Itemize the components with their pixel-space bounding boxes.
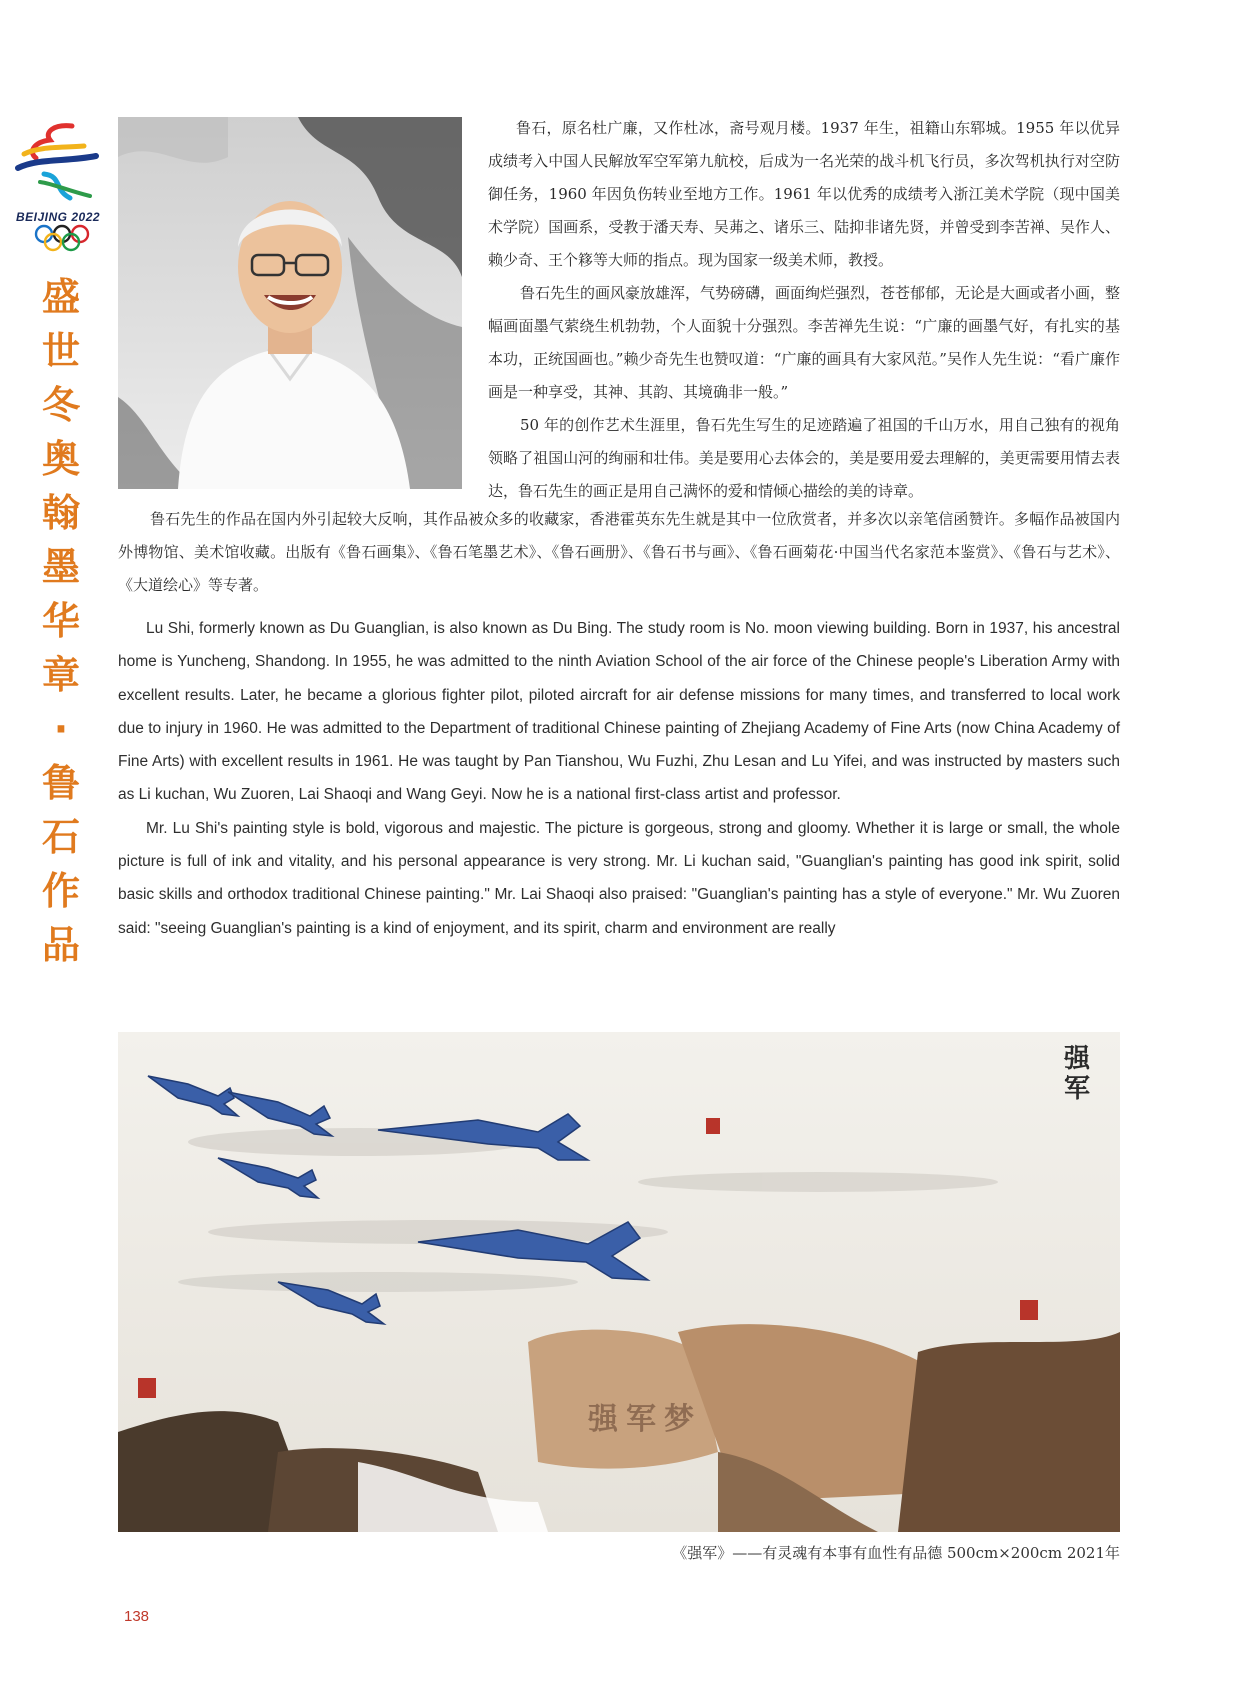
english-paragraph-2: Mr. Lu Shi's painting style is bold, vigorous and majestic. The picture is gorgeous, strong and gloomy. Whether it is large or small, the whole picture is full of ink and vitality, and his personal appearance is very strong. Mr. Li kuchan said, "Guanglian's painting has good ink spirit, solid basic skills and orthodox traditional Chinese painting." Mr. Lai Shaoqi also praised: "Guanglian's painting has a style of everyone." Mr. Wu Zuoren said: "seeing Guanglian's painting is a kind of enjoyment, and its spirit, charm and environment are really [118,819,1120,937]
english-text [118,612,1120,945]
intro-paragraph-3: 50 年的创作艺术生涯里，鲁石先生写生的足迹踏遍了祖国的千山万水，用自己独有的视角领略了祖国山河的绚丽和壮伟。美是要用心去体会的，美是要用爱去理解的，美更需要用情去表达，鲁石先生的画正是用自己满怀的爱和情倾心描绘的美的诗章。 [488,416,1120,500]
sidebar-vertical-title: 盛世冬奥翰墨华章·鲁石作品 [41,275,80,967]
beijing-2022-label: BEIJING 2022 [16,210,101,224]
intro-paragraph-1: 鲁石，原名杜广廉，又作杜冰，斋号观月楼。1937 年生，祖籍山东郓城。1955 年以优异成绩考入中国人民解放军空军第九航校，后成为一名光荣的战斗机飞行员，多次驾机执行对空防御任务，1960 年因负伤转业至地方工作。1961 年以优秀的成绩考入浙江美术学院（现中国美术学院）国画系，受教于潘天寿、吴茀之、诸乐三、陆抑非诸先贤，并曾受到李苦禅、吴作人、赖少奇、王个簃等大师的指点。现为国家一级美术师，教授。 [488,119,1120,269]
painting-caption: 《强军》——有灵魂有本事有血性有品德 500cm×200cm 2021年 [672,1544,1120,1562]
painting-title-inscription: 强军 [1064,1044,1091,1104]
intro-paragraph-4: 鲁石先生的作品在国内外引起较大反响，其作品被众多的收藏家，香港霍英东先生就是其中一位欣赏者，并多次以亲笔信函赞许。多幅作品被国内外博物馆、美术馆收藏。出版有《鲁石画集》、《鲁石笔墨艺术》、《鲁石画册》、《鲁石书与画》、《鲁石画菊花·中国当代名家范本鉴赏》、《鲁石与艺术》、《大道绘心》等专著。 [118,510,1120,594]
page-number: 138 [124,1608,150,1625]
chinese-intro-column [488,112,1120,508]
artist-portrait [118,117,462,489]
portrait-image-icon [118,117,462,489]
winter-olympics-emblem-icon [14,118,104,258]
english-paragraph-1: Lu Shi, formerly known as Du Guanglian, is also known as Du Bing. The study room is No. moon viewing building. Born in 1937, his ancestral home is Yuncheng, Shandong. In 1955, he was admitted to the ninth Aviation School of the air force of the Chinese people's Liberation Army with excellent results. Later, he became a glorious fighter pilot, piloted aircraft for air defense missions for many times, and transferred to local work due to injury in 1960. He was admitted to the Department of traditional Chinese painting of Zhejiang Academy of Fine Arts (now China Academy of Fine Arts) with excellent results in 1961. He was taught by Pan Tianshou, Wu Fuzhi, Zhu Lesan and Lu Yifei, and was instructed by masters such as Li kuchan, Wu Zuoren, Lai Shaoqi and Wang Geyi. Now he is a national first-class artist and professor. [118,620,1120,804]
painting-qiangjun [118,1032,1120,1532]
rock-inscription: 强军梦 [588,1402,702,1437]
artist-name: 鲁石 [516,119,547,137]
chinese-collection-paragraph [118,503,1120,602]
painting-image-icon [118,1032,1120,1532]
intro-paragraph-2: 鲁石先生的画风豪放雄浑，气势磅礴，画面绚烂强烈，苍苍郁郁，无论是大画或者小画，整幅画面墨气萦绕生机勃勃，个人面貌十分强烈。李苦禅先生说：“广廉的画墨气好，有扎实的基本功，正统国画也。”赖少奇先生也赞叹道：“广廉的画具有大家风范。”吴作人先生说：“看广廉作画是一种享受，其神、其韵、其境确非一般。” [488,284,1121,401]
